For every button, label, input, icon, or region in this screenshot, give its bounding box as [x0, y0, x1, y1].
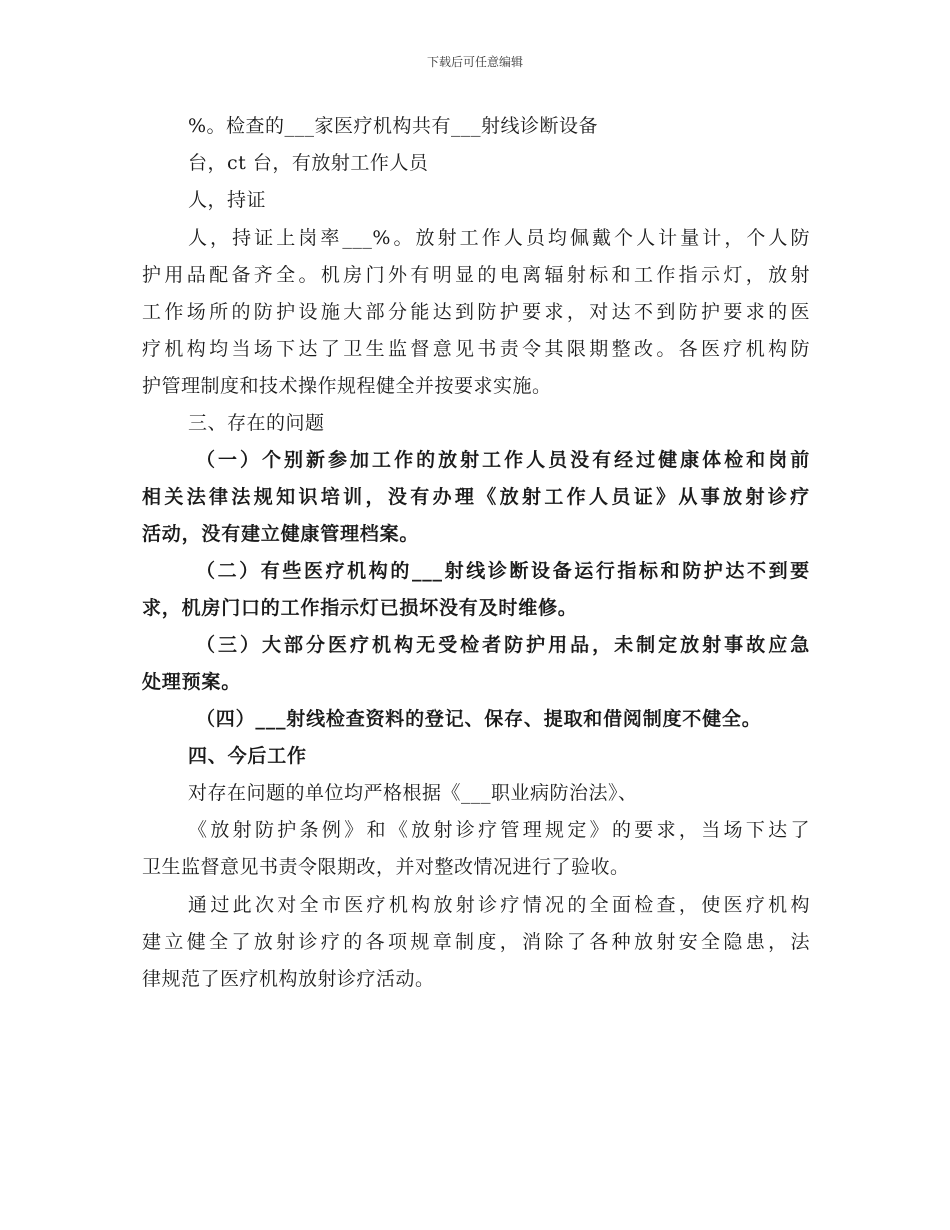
paragraph-line: 律规范了医疗机构放射诊疗活动。: [142, 968, 435, 990]
problem-item-1: （一）个别新参加工作的放射工作人员没有经过健康体检和岗前: [196, 449, 810, 471]
problem-item-2: （二）有些医疗机构的___射线诊断设备运行指标和防护达不到要: [196, 560, 810, 582]
paragraph-line: 建立健全了放射诊疗的各项规章制度，消除了各种放射安全隐患，法: [142, 931, 810, 953]
problem-item-3-line: 处理预案。: [142, 671, 242, 693]
paragraph-line: 护管理制度和技术操作规程健全并按要求实施。: [142, 375, 552, 397]
problem-item-3: （三）大部分医疗机构无受检者防护用品，未制定放射事故应急: [196, 634, 810, 656]
problem-item-4: （四）___射线检查资料的登记、保存、提取和借阅制度不健全。: [196, 708, 762, 730]
paragraph-line: 疗机构均当场下达了卫生监督意见书责令其限期整改。各医疗机构防: [142, 338, 810, 360]
paragraph-line: %。检查的___家医疗机构共有___射线诊断设备: [188, 115, 599, 137]
section-heading-future-work: 四、今后工作: [188, 745, 307, 767]
paragraph-line: 工作场所的防护设施大部分能达到防护要求，对达不到防护要求的医: [142, 301, 810, 323]
paragraph-line: 台，ct 台，有放射工作人员: [188, 152, 429, 174]
section-heading-problems: 三、存在的问题: [188, 412, 325, 434]
paragraph-line: 护用品配备齐全。机房门外有明显的电离辐射标和工作指示灯，放射: [142, 264, 810, 286]
paragraph-line: 对存在问题的单位均严格根据《___职业病防治法》、: [188, 782, 638, 804]
problem-item-1-line: 相关法律法规知识培训，没有办理《放射工作人员证》从事放射诊疗: [142, 486, 810, 508]
paragraph-line: 人，持证上岗率___%。放射工作人员均佩戴个人计量计，个人防: [188, 227, 810, 249]
paragraph-line: 卫生监督意见书责令限期改，并对整改情况进行了验收。: [142, 856, 630, 878]
paragraph-line: 通过此次对全市医疗机构放射诊疗情况的全面检查，使医疗机构: [188, 894, 810, 916]
paragraph-line: 人，持证: [188, 189, 267, 211]
problem-item-1-line: 活动，没有建立健康管理档案。: [142, 523, 420, 545]
page-header-note: 下载后可任意编辑: [426, 55, 523, 69]
problem-item-2-line: 求，机房门口的工作指示灯已损坏没有及时维修。: [142, 597, 578, 619]
paragraph-line: 《放射防护条例》和《放射诊疗管理规定》的要求，当场下达了: [188, 819, 810, 841]
